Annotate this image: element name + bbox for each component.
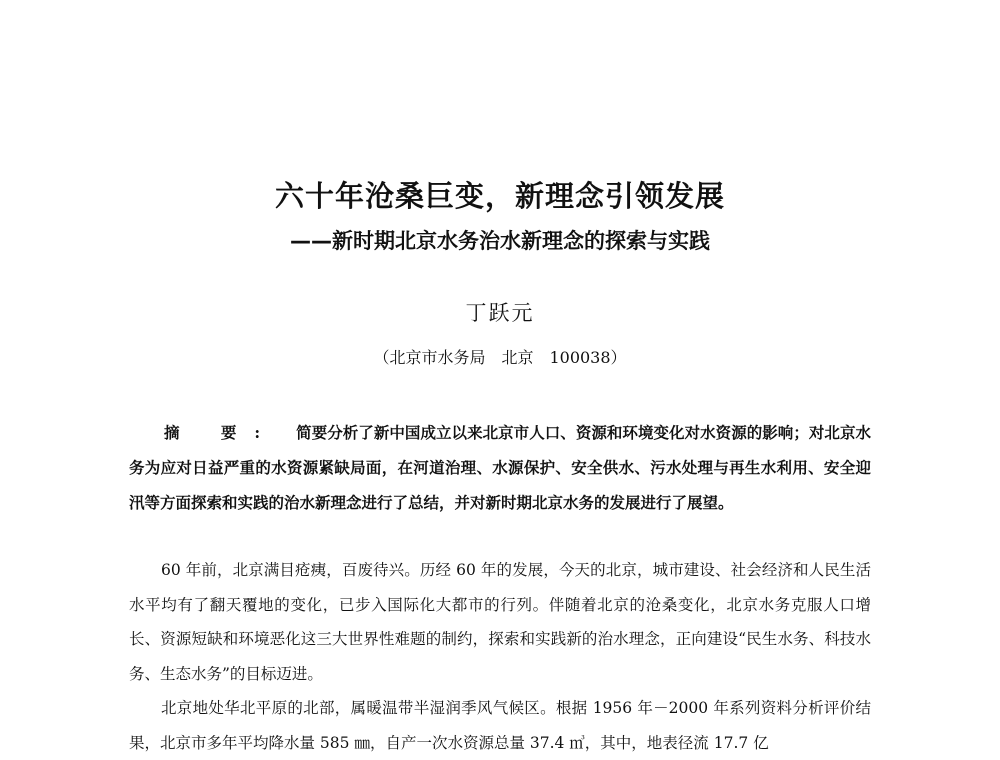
paper-subtitle: ——新时期北京水务治水新理念的探索与实践 xyxy=(290,229,710,253)
abstract-label: 摘 要: xyxy=(164,423,279,442)
body-text xyxy=(129,553,871,760)
author-name: 丁跃元 xyxy=(465,301,535,325)
body-paragraph: 60 年前，北京满目疮痍，百废待兴。历经 60 年的发展，今天的北京，城市建设、社会经济和人民生活水平均有了翻天覆地的变化，已步入国际化大都市的行列。伴随着北京的沧桑变化，北京水务克服人口增长、资源短缺和环境恶化这三大世界性难题的制约，探索和实践新的治水理念，正向建设“民生水务、科技水务、生态水务”的目标迈进。 xyxy=(129,561,871,683)
paper-title: 六十年沧桑巨变，新理念引领发展 xyxy=(274,179,725,213)
author-affiliation: （北京市水务局 北京 100038） xyxy=(373,348,627,367)
abstract xyxy=(129,415,871,520)
body-paragraph: 北京地处华北平原的北部，属暖温带半湿润季风气候区。根据 1956 年－2000 年系列资料分析评价结果，北京市多年平均降水量 585 ㎜，自产一次水资源总量 37.4 ㎥，其中，地表径流 17.7 亿 xyxy=(129,699,871,752)
abstract-text: 简要分析了新中国成立以来北京市人口、资源和环境变化对水资源的影响；对北京水务为应对日益严重的水资源紧缺局面，在河道治理、水源保护、安全供水、污水处理与再生水利用、安全迎汛等方面探索和实践的治水新理念进行了总结，并对新时期北京水务的发展进行了展望。 xyxy=(129,423,871,512)
